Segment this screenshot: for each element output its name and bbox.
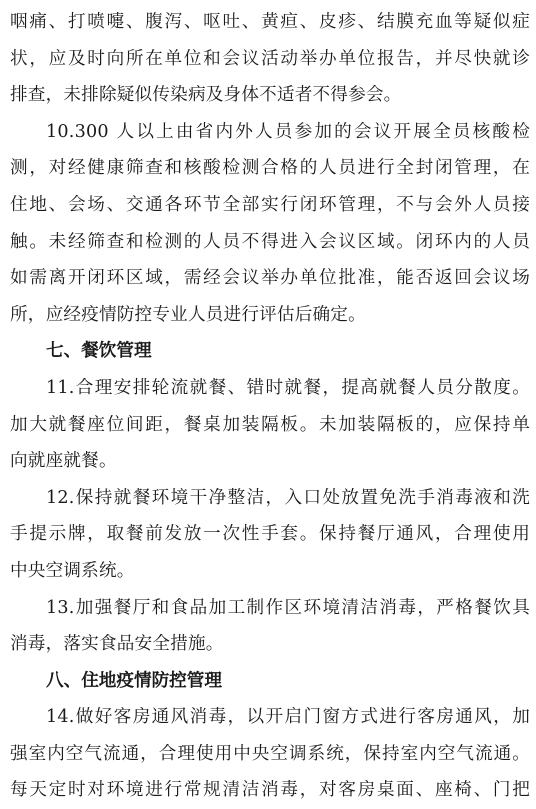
item-10-line-4: 触。未经筛查和检测的人员不得进入会议区域。闭环内的人员 xyxy=(10,231,530,252)
item-13-line-1: 13.加强餐厅和食品加工制作区环境清洁消毒，严格餐饮具 xyxy=(46,597,530,618)
text-line-1: 咽痛、打喷嚏、腹泻、呕吐、黄疸、皮疹、结膜充血等疑似症 xyxy=(10,12,530,32)
item-10-line-1: 10.300 人以上由省内外人员参加的会议开展全员核酸检 xyxy=(46,121,530,142)
section-heading-catering: 七、餐饮管理 xyxy=(46,341,152,362)
item-12-line-3: 中央空调系统。 xyxy=(10,560,135,581)
item-11-line-1: 11.合理安排轮流就餐、错时就餐，提高就餐人员分散度。 xyxy=(46,377,530,398)
item-12-line-2: 手提示牌，取餐前发放一次性手套。保持餐厅通风，合理使用 xyxy=(10,524,530,545)
item-10-line-3: 住地、会场、交通各环节全部实行闭环管理，不与会外人员接 xyxy=(10,194,530,215)
item-10-line-6: 所，应经疫情防控专业人员进行评估后确定。 xyxy=(10,304,366,325)
item-11-line-3: 向就座就餐。 xyxy=(10,451,117,472)
item-14-line-3: 每天定时对环境进行常规清洁消毒，对客房桌面、座椅、门把 xyxy=(10,780,530,801)
item-14-line-1: 14.做好客房通风消毒，以开启门窗方式进行客房通风，加 xyxy=(46,707,530,728)
item-10-line-5: 如需离开闭环区域，需经会议举办单位批准，能否返回会议场 xyxy=(10,268,530,289)
item-11-line-2: 加大就餐座位间距，餐桌加装隔板。未加装隔板的，应保持单 xyxy=(10,414,530,435)
item-14-line-2: 强室内空气流通，合理使用中央空调系统，保持室内空气流通。 xyxy=(10,743,530,764)
section-heading-lodging: 八、住地疫情防控管理 xyxy=(46,670,222,691)
item-12-line-1: 12.保持就餐环境干净整洁，入口处放置免洗手消毒液和洗 xyxy=(46,487,530,508)
item-10-line-2: 测，对经健康筛查和核酸检测合格的人员进行全封闭管理，在 xyxy=(10,158,530,179)
text-line-2: 状，应及时向所在单位和会议活动举办单位报告，并尽快就诊 xyxy=(10,48,530,69)
item-13-line-2: 消毒，落实食品安全措施。 xyxy=(10,634,224,655)
text-line-3: 排查，未排除疑似传染病及身体不适者不得参会。 xyxy=(10,85,402,106)
